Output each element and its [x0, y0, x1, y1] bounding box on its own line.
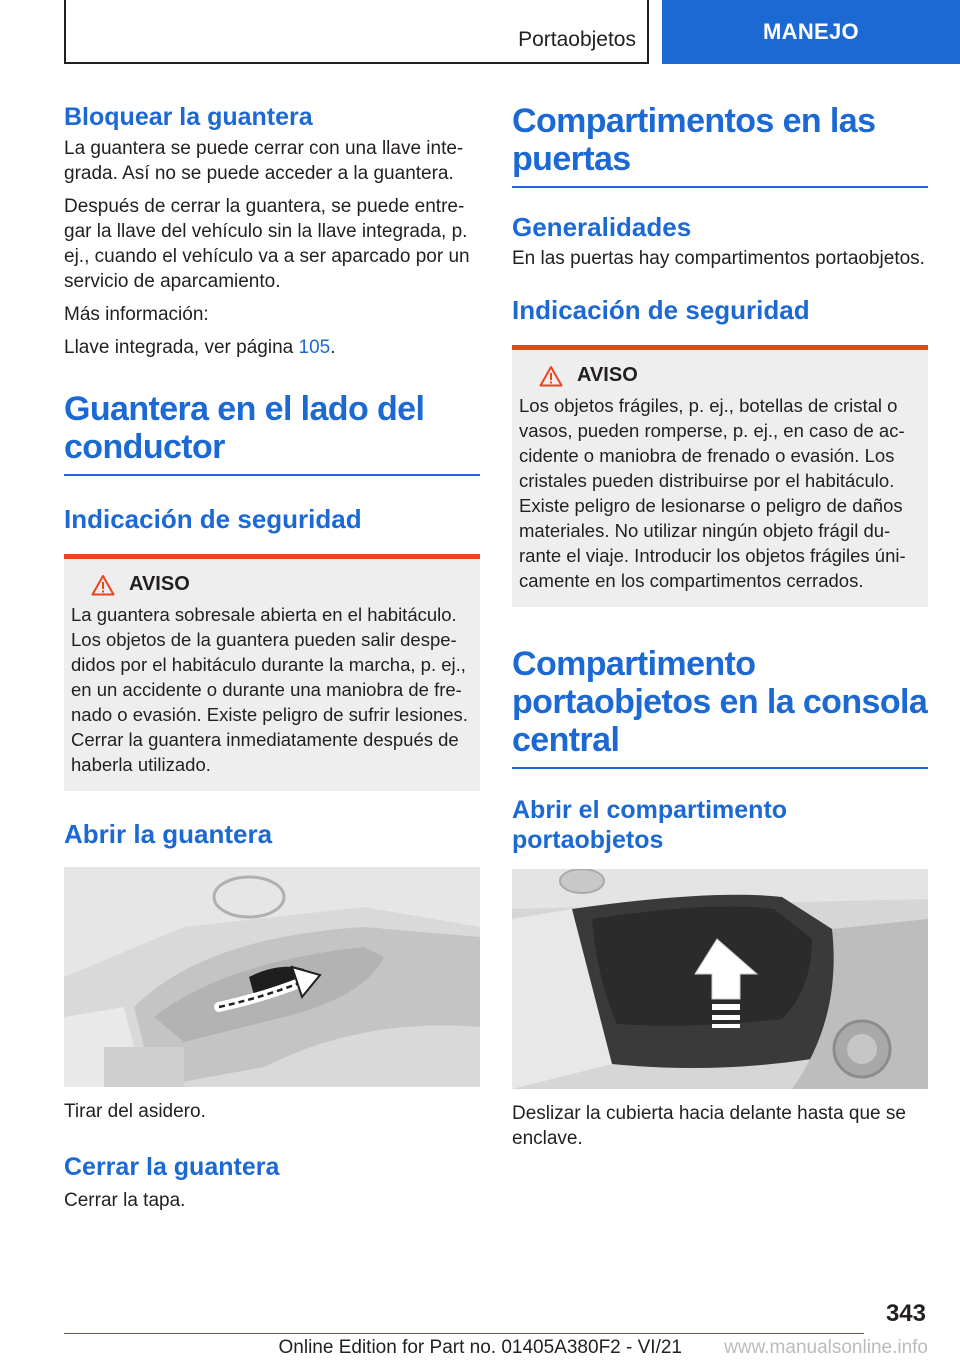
- console-illustration: [512, 869, 928, 1089]
- paragraph-close-glovebox: Cerrar la tapa.: [64, 1190, 186, 1211]
- warning-title-right: AVISO: [577, 364, 638, 386]
- heading-open-glovebox: Abrir la guantera: [64, 819, 273, 849]
- warning-text-left: La guantera sobresale abierta en el habitáculo. Los objetos de la guantera pueden salir despe-didos por el habitáculo durante la marcha, p. ej., en un accidente o durante una maniobra de fre-nado o evasión. Existe peligro de sufrir lesiones. Cerrar la guantera inmediatamente después de haberla utilizado.: [71, 604, 468, 775]
- warning-box-right: [512, 345, 928, 607]
- warning-title-left: AVISO: [129, 573, 190, 595]
- right-column: [512, 102, 928, 1151]
- heading-safety-left: Indicación de seguridad: [64, 504, 362, 534]
- page-number: 343: [885, 1300, 926, 1327]
- footer-divider: [64, 1333, 864, 1334]
- heading-close-glovebox: Cerrar la guantera: [64, 1153, 280, 1181]
- edition-text: Online Edition for Part no. 01405A380F2 - VI/21: [278, 1337, 682, 1358]
- key-reference-text: Llave integrada, ver página: [64, 337, 299, 358]
- page-link-105[interactable]: 105: [298, 337, 331, 358]
- paragraph-general: En las puertas hay compartimentos portaobjetos.: [512, 248, 925, 269]
- caption-console-compartment: Deslizar la cubierta hacia delante hasta que se enclave.: [512, 1103, 906, 1149]
- key-reference-period: .: [330, 337, 336, 358]
- left-column: [64, 102, 480, 1213]
- paragraph-lock-1: La guantera se puede cerrar con una llave inte-grada. Así no se puede acceder a la guantera.: [64, 138, 464, 184]
- heading-door-compartments: Compartimentos en las puertas: [512, 102, 928, 188]
- glovebox-illustration: [64, 867, 480, 1087]
- figure-open-glovebox: [64, 867, 480, 1087]
- warning-text-right: Los objetos frágiles, p. ej., botellas de cristal o vasos, pueden romperse, p. ej., en caso de ac-cidente o maniobra de frenado o evasión. Los cristales pueden distribuirse por el habitáculo. Existe peligro de lesionarse o peligro de daños materiales. No utilizar ningún objeto frágil du-rante el viaje. Introducir los objetos frágiles úni-camente en los compartimentos cerrados.: [519, 395, 906, 591]
- heading-console-compartment: Compartimento portaobjetos en la consola central: [512, 645, 928, 769]
- figure-console-compartment: [512, 869, 928, 1089]
- header-section-title: Portaobjetos: [518, 28, 636, 51]
- paragraph-key-reference: [64, 335, 480, 360]
- warning-triangle-icon: [91, 574, 115, 596]
- heading-general: Generalidades: [512, 212, 692, 242]
- header-chapter-tab[interactable]: [662, 0, 960, 64]
- heading-driver-glovebox: Guantera en el lado del conductor: [64, 390, 480, 476]
- heading-safety-right: Indicación de seguridad: [512, 295, 810, 325]
- caption-open-glovebox: Tirar del asidero.: [64, 1101, 206, 1122]
- warning-triangle-icon: [539, 365, 563, 387]
- paragraph-lock-2: Después de cerrar la guantera, se puede entre-gar la llave del vehículo sin la llave integrada, p. ej., cuando el vehículo va a ser aparcado por un servicio de aparcamiento.: [64, 196, 470, 292]
- watermark-text: www.manualsonline.info: [724, 1337, 928, 1358]
- chapter-tab-label: MANEJO: [763, 19, 859, 44]
- paragraph-more-info: Más información:: [64, 304, 209, 325]
- heading-open-compartment: Abrir el compartimento portaobjetos: [512, 796, 788, 854]
- warning-box-left: [64, 554, 480, 791]
- heading-lock-glovebox: Bloquear la guantera: [64, 103, 313, 131]
